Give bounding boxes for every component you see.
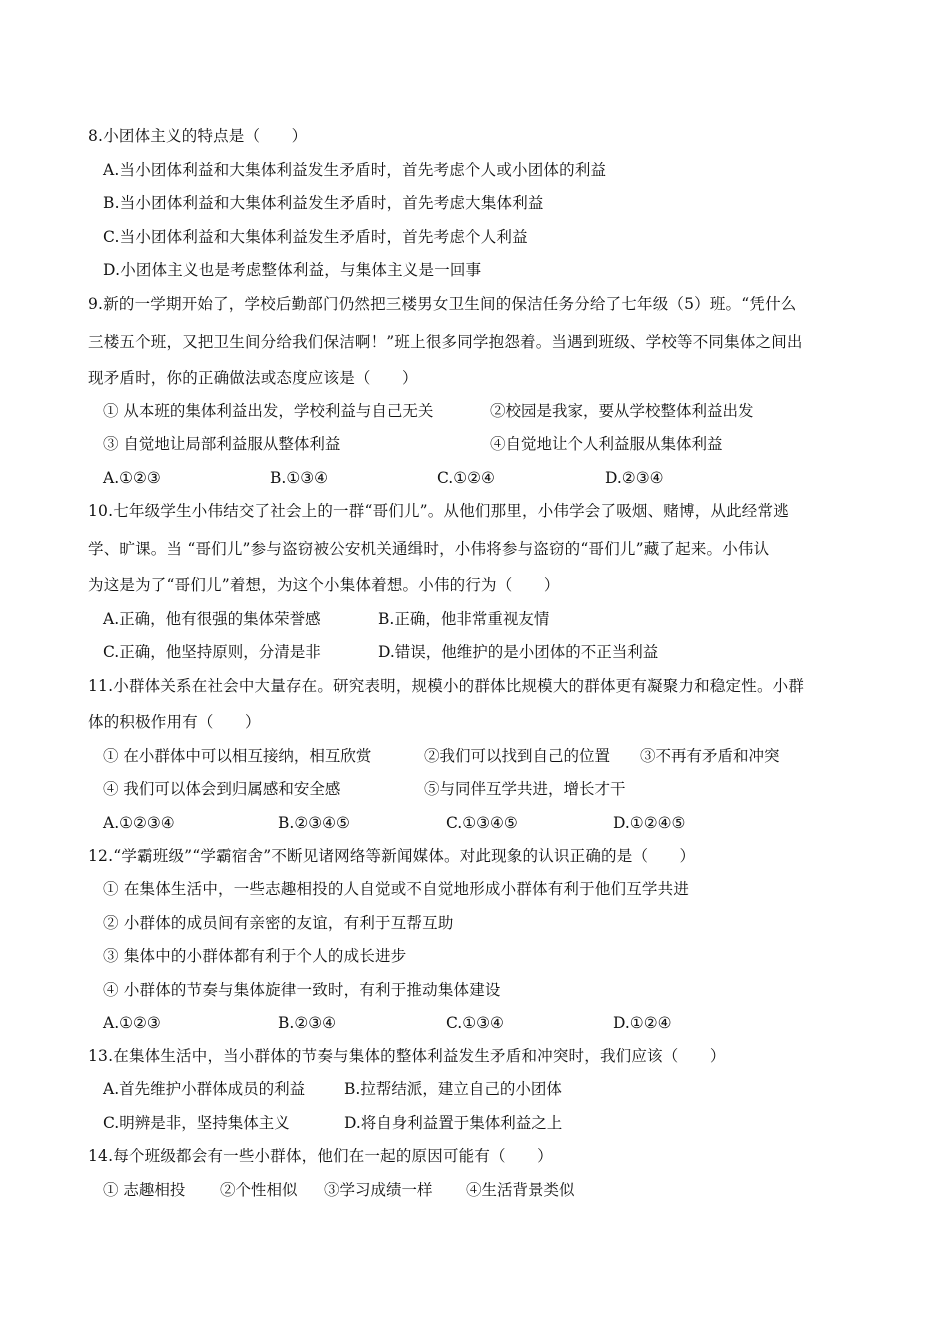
q9-stem-line-1: 9.新的一学期开始了，学校后勤部门仍然把三楼男女卫生间的保洁任务分给了七年级（5）班。“凭什么: [88, 295, 797, 313]
q11-statement-5: ⑤与同伴互学共进，增长才干: [424, 780, 626, 798]
q14-statement-4: ④生活背景类似: [466, 1181, 575, 1199]
q10-option-a: A.正确，他有很强的集体荣誉感: [103, 610, 321, 628]
q12-statement-4: ④ 小群体的节奏与集体旋律一致时，有利于推动集体建设: [103, 981, 501, 999]
q8-option-d: D.小团体主义也是考虑整体利益，与集体主义是一回事: [103, 261, 482, 279]
q9-statement-2: ②校园是我家，要从学校整体利益出发: [490, 402, 754, 420]
q14-stem: 14.每个班级都会有一些小群体，他们在一起的原因可能有（ ）: [88, 1147, 553, 1165]
q10-stem-line-1: 10.七年级学生小伟结交了社会上的一群“哥们儿”。从他们那里，小伟学会了吸烟、赌博，从此经常逃: [88, 502, 789, 520]
q9-stem-line-2: 三楼五个班，又把卫生间分给我们保洁啊！”班上很多同学抱怨着。当遇到班级、学校等不同集体之间出: [88, 333, 803, 351]
q9-statement-4: ④自觉地让个人利益服从集体利益: [490, 435, 723, 453]
q13-option-c: C.明辨是非，坚持集体主义: [103, 1114, 290, 1132]
q11-option-a: A.①②③④: [103, 814, 175, 832]
q12-statement-3: ③ 集体中的小群体都有利于个人的成长进步: [103, 947, 407, 965]
q14-statement-3: ③学习成绩一样: [324, 1181, 433, 1199]
q9-option-d: D.②③④: [605, 469, 664, 487]
q12-stem: 12.“学霸班级”“学霸宿舍”不断见诸网络等新闻媒体。对此现象的认识正确的是（ ）: [88, 847, 696, 865]
q10-option-d: D.错误，他维护的是小团体的不正当利益: [378, 643, 659, 661]
q10-stem-line-3: 为这是为了“哥们儿”着想，为这个小集体着想。小伟的行为（ ）: [88, 576, 560, 594]
q11-statement-4: ④ 我们可以体会到归属感和安全感: [103, 780, 341, 798]
q11-statement-3: ③不再有矛盾和冲突: [640, 747, 780, 765]
q9-stem-line-3: 现矛盾时，你的正确做法或态度应该是（ ）: [88, 369, 418, 387]
q10-stem-line-2: 学、旷课。当 “哥们儿”参与盗窃被公安机关通缉时，小伟将参与盗窃的“哥们儿”藏了起来。小伟认: [88, 540, 770, 558]
q11-statement-1: ① 在小群体中可以相互接纳，相互欣赏: [103, 747, 372, 765]
q12-statement-2: ② 小群体的成员间有亲密的友谊，有利于互帮互助: [103, 914, 454, 932]
q11-stem-line-2: 体的积极作用有（ ）: [88, 713, 261, 731]
q12-statement-1: ① 在集体生活中，一些志趣相投的人自觉或不自觉地形成小群体有利于他们互学共进: [103, 880, 690, 898]
q9-statement-1: ① 从本班的集体利益出发，学校利益与自己无关: [103, 402, 434, 420]
q8-option-a: A.当小团体利益和大集体利益发生矛盾时，首先考虑个人或小团体的利益: [103, 161, 607, 179]
q13-option-b: B.拉帮结派，建立自己的小团体: [344, 1080, 562, 1098]
q11-statement-2: ②我们可以找到自己的位置: [424, 747, 611, 765]
q8-stem: 8.小团体主义的特点是（ ）: [88, 127, 308, 145]
q13-stem: 13.在集体生活中，当小群体的节奏与集体的整体利益发生矛盾和冲突时，我们应该（ ）: [88, 1047, 726, 1065]
q13-option-a: A.首先维护小群体成员的利益: [103, 1080, 306, 1098]
q11-stem-line-1: 11.小群体关系在社会中大量存在。研究表明，规模小的群体比规模大的群体更有凝聚力和稳定性。小群: [88, 677, 805, 695]
q9-option-b: B.①③④: [270, 469, 329, 487]
q10-option-c: C.正确，他坚持原则，分清是非: [103, 643, 321, 661]
q11-option-d: D.①②④⑤: [613, 814, 686, 832]
q12-option-d: D.①②④: [613, 1014, 672, 1032]
q11-option-b: B.②③④⑤: [278, 814, 350, 832]
q12-option-b: B.②③④: [278, 1014, 337, 1032]
q9-option-a: A.①②③: [103, 469, 161, 487]
q8-option-b: B.当小团体利益和大集体利益发生矛盾时，首先考虑大集体利益: [103, 194, 544, 212]
q13-option-d: D.将自身利益置于集体利益之上: [344, 1114, 563, 1132]
q9-option-c: C.①②④: [437, 469, 495, 487]
q14-statement-2: ②个性相似: [220, 1181, 298, 1199]
q8-option-c: C.当小团体利益和大集体利益发生矛盾时，首先考虑个人利益: [103, 228, 528, 246]
q12-option-c: C.①③④: [446, 1014, 504, 1032]
q9-statement-3: ③ 自觉地让局部利益服从整体利益: [103, 435, 341, 453]
q14-statement-1: ① 志趣相投: [103, 1181, 186, 1199]
q11-option-c: C.①③④⑤: [446, 814, 518, 832]
q10-option-b: B.正确，他非常重视友情: [378, 610, 550, 628]
q12-option-a: A.①②③: [103, 1014, 161, 1032]
